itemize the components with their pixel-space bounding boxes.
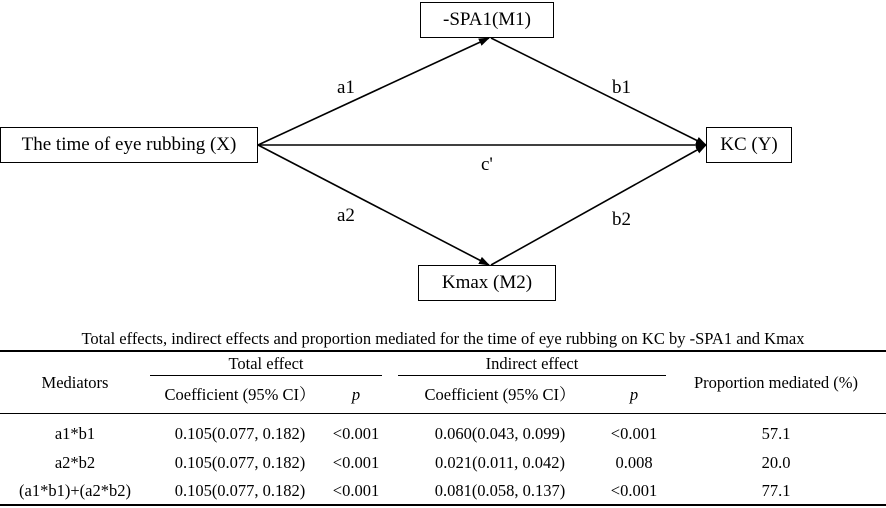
label-b2: b2 — [612, 209, 631, 230]
indirect-effect-underline — [398, 375, 666, 376]
label-b1: b1 — [612, 77, 631, 98]
row1-total-coefficient: 0.105(0.077, 0.182) — [174, 424, 306, 443]
row1-mediator: a1*b1 — [54, 424, 96, 443]
node-m1: -SPA1(M1) — [420, 2, 554, 38]
row3-proportion: 77.1 — [761, 481, 791, 500]
header-bottom-rule — [0, 413, 886, 414]
header-mediators: Mediators — [41, 373, 109, 392]
label-a1: a1 — [337, 77, 355, 98]
arrow-a2 — [258, 145, 489, 265]
header-total-p: p — [351, 385, 361, 404]
row1-indirect-p: <0.001 — [610, 424, 658, 443]
row3-total-coefficient: 0.105(0.077, 0.182) — [174, 481, 306, 500]
label-a2: a2 — [337, 205, 355, 226]
header-indirect-p: p — [629, 385, 639, 404]
row2-mediator: a2*b2 — [54, 453, 96, 472]
total-effect-underline — [150, 375, 382, 376]
arrow-b1 — [491, 38, 706, 145]
table-top-rule — [0, 350, 886, 352]
header-indirect-coefficient: Coefficient (95% CI） — [424, 385, 576, 404]
row2-total-p: <0.001 — [332, 453, 380, 472]
node-x: The time of eye rubbing (X) — [0, 127, 258, 163]
row2-total-coefficient: 0.105(0.077, 0.182) — [174, 453, 306, 472]
header-indirect-effect: Indirect effect — [485, 354, 579, 373]
row1-total-p: <0.001 — [332, 424, 380, 443]
row3-indirect-coefficient: 0.081(0.058, 0.137) — [434, 481, 566, 500]
header-proportion: Proportion mediated (%) — [693, 373, 859, 392]
label-c-prime: c' — [481, 154, 493, 175]
node-m2: Kmax (M2) — [418, 265, 556, 301]
row3-mediator: (a1*b1)+(a2*b2) — [19, 481, 131, 500]
row1-indirect-coefficient: 0.060(0.043, 0.099) — [434, 424, 566, 443]
row3-total-p: <0.001 — [332, 481, 380, 500]
arrow-a1 — [258, 38, 489, 145]
header-total-effect: Total effect — [228, 354, 304, 373]
row2-proportion: 20.0 — [761, 453, 791, 472]
table-bottom-rule — [0, 504, 886, 506]
row1-proportion: 57.1 — [761, 424, 791, 443]
node-y: KC (Y) — [706, 127, 792, 163]
row2-indirect-coefficient: 0.021(0.011, 0.042) — [434, 453, 565, 472]
row2-indirect-p: 0.008 — [615, 453, 653, 472]
header-total-coefficient: Coefficient (95% CI） — [164, 385, 316, 404]
arrow-b2 — [491, 145, 706, 265]
row3-indirect-p: <0.001 — [610, 481, 658, 500]
table-caption: Total effects, indirect effects and proportion mediated for the time of eye rubbing on KC by -SPA1 and Kmax — [81, 329, 805, 348]
